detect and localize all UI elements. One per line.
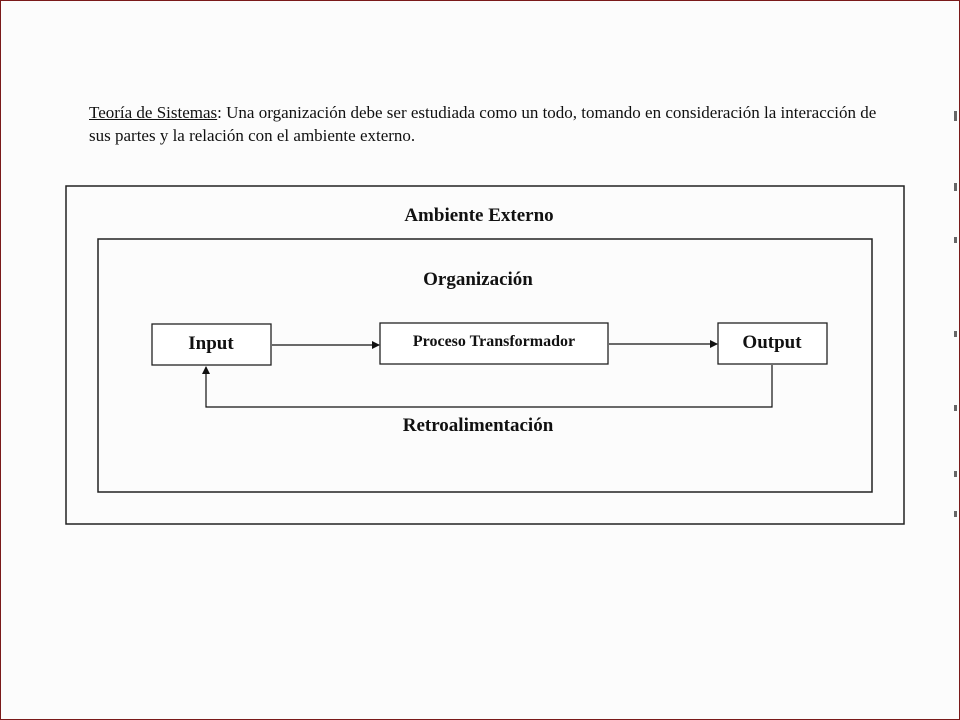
- systems-diagram: [1, 1, 959, 719]
- scan-mark: [954, 237, 957, 243]
- feedback-label: Retroalimentación: [402, 415, 554, 436]
- intro-text: : Una organización debe ser estudiada como un todo, tomando en consideración la interacción de sus partes y la relación con el ambiente externo.: [89, 103, 877, 145]
- scan-mark: [954, 405, 957, 411]
- scan-mark: [954, 471, 957, 477]
- process-label: Proceso Transformador: [412, 333, 576, 350]
- scan-mark: [954, 183, 957, 191]
- input-label: Input: [188, 333, 234, 354]
- scan-mark: [954, 331, 957, 337]
- output-label: Output: [742, 332, 802, 353]
- scan-mark: [954, 111, 957, 121]
- external-environment-label: Ambiente Externo: [404, 205, 554, 226]
- feedback-loop-arrow: [206, 365, 772, 407]
- scan-mark: [954, 511, 957, 517]
- organization-label: Organización: [423, 269, 533, 290]
- intro-term: Teoría de Sistemas: [89, 103, 218, 122]
